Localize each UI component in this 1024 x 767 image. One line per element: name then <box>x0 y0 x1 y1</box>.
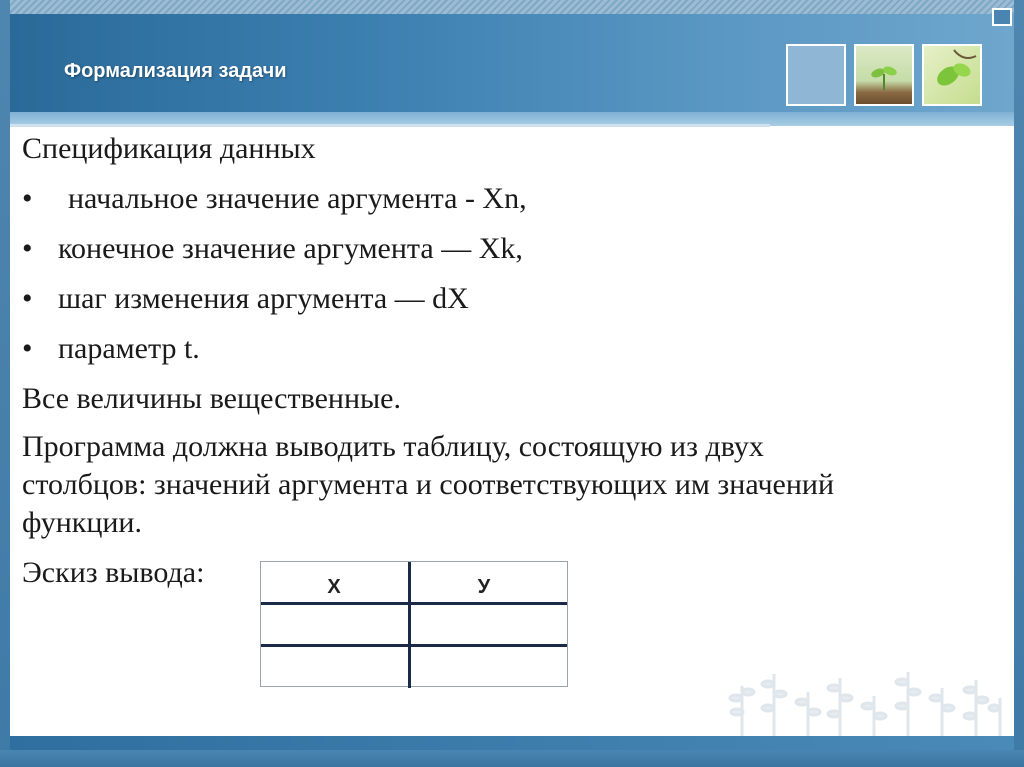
bullet-text: конечное значение аргумента — Xk, <box>58 232 523 265</box>
table-row-divider <box>261 644 567 647</box>
frame-right-border <box>1014 0 1024 767</box>
paragraph-line: Программа должна выводить таблицу, состоящую из двух <box>22 430 764 463</box>
corner-square-icon <box>992 8 1012 26</box>
table-row-divider <box>261 602 567 605</box>
output-sketch-table <box>260 561 568 687</box>
slide-title: Формализация задачи <box>64 60 287 82</box>
bullet-text: параметр t. <box>58 332 200 365</box>
bullet-marker: • <box>22 232 33 265</box>
footer-band <box>10 736 1014 750</box>
paragraph-line: столбцов: значений аргумента и соответствующих им значений <box>22 468 835 501</box>
bullet-item <box>22 178 982 220</box>
slide-content <box>22 124 982 542</box>
bullet-text: шаг изменения аргумента — dX <box>58 282 469 315</box>
content-heading: Спецификация данных <box>22 132 316 165</box>
sketch-label: Эскиз вывода: <box>22 556 205 589</box>
bullet-text: начальное значение аргумента - Xn, <box>68 182 527 215</box>
leaf-thumbnail-icon <box>922 44 982 106</box>
paragraph-output-description <box>22 428 982 542</box>
frame-top-strip <box>0 0 1024 14</box>
bullet-item <box>22 228 982 270</box>
bullet-marker: • <box>22 282 33 315</box>
decorative-plants-icon <box>728 668 1008 738</box>
decorative-thumbnail-blank <box>786 44 846 106</box>
frame-left-border <box>0 0 10 767</box>
footer-bottom-strip <box>0 750 1024 767</box>
bullet-marker: • <box>22 182 33 215</box>
paragraph-line: функции. <box>22 506 142 539</box>
bullet-marker: • <box>22 332 33 365</box>
table-column-divider <box>408 562 411 688</box>
column-header-y: У <box>477 576 491 598</box>
bullet-item <box>22 278 982 320</box>
paragraph-real-values: Все величины вещественные. <box>22 382 401 415</box>
column-header-x: X <box>327 576 341 598</box>
sprout-thumbnail-icon <box>854 44 914 106</box>
bullet-item <box>22 328 982 370</box>
